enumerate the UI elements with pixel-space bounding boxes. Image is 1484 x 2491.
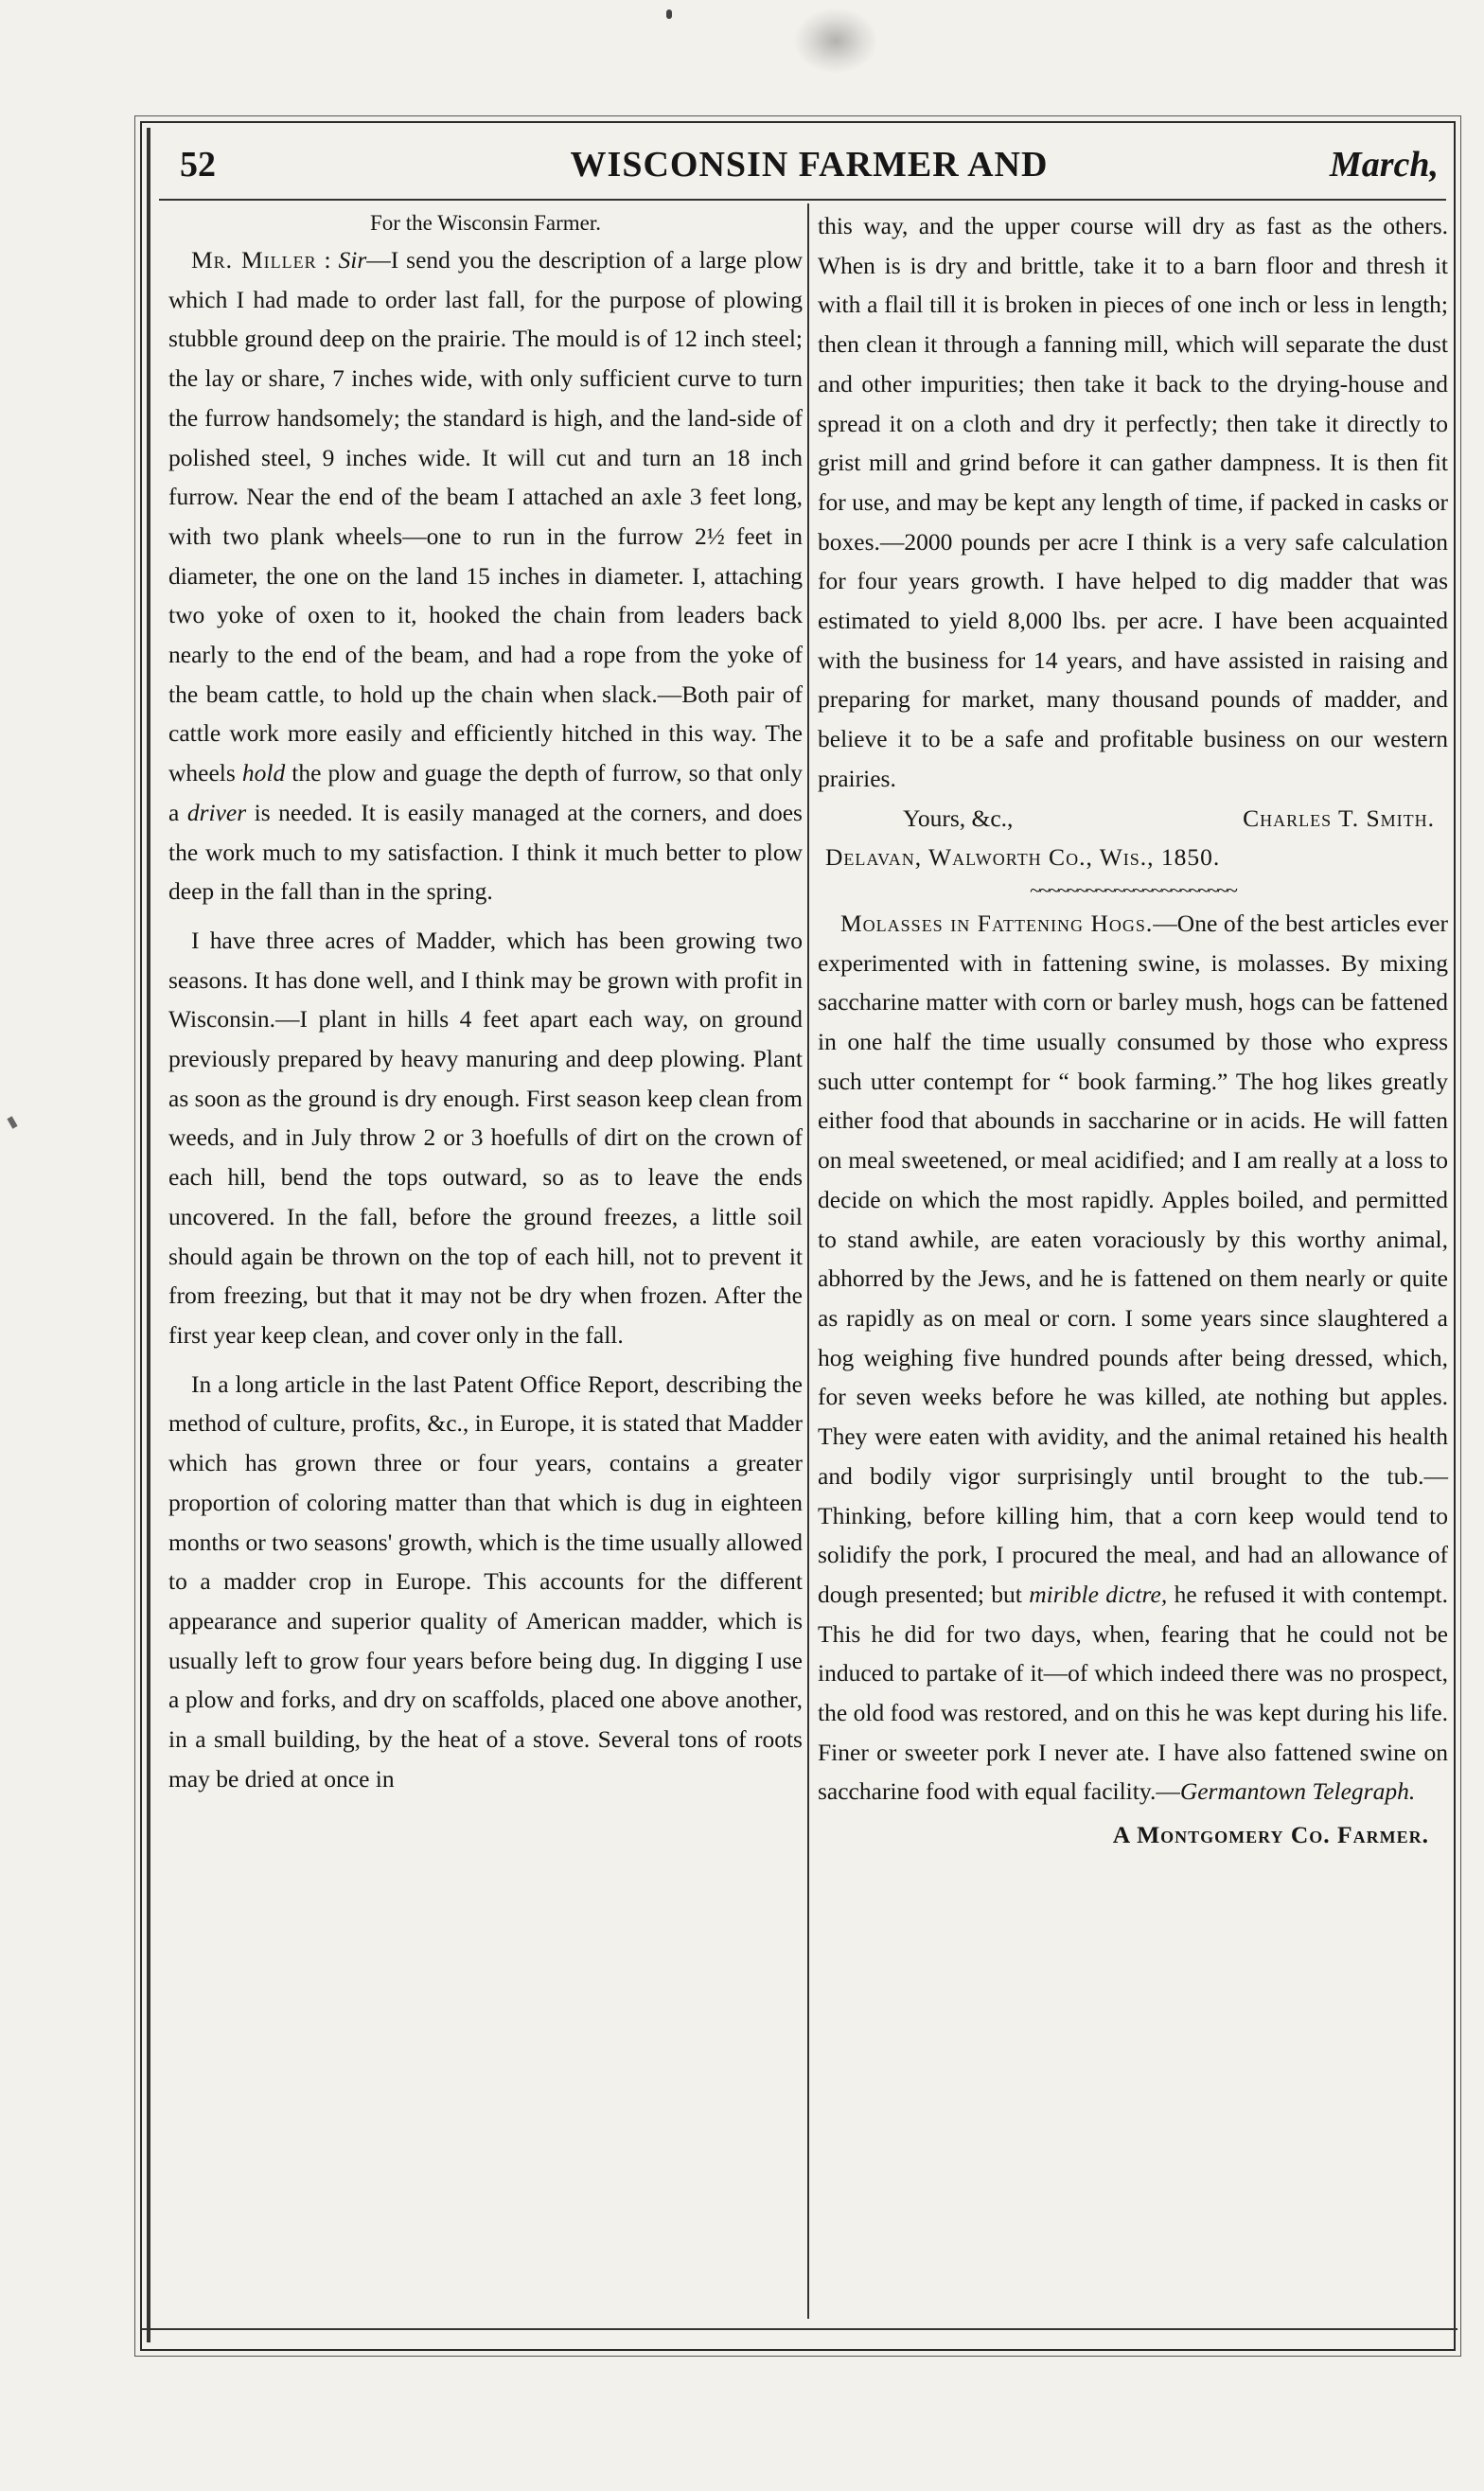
salutation-name: Mr. Miller	[191, 246, 317, 274]
ink-smudge	[793, 8, 878, 74]
salutation-sir: Sir	[338, 246, 367, 274]
molasses-text: One of the best articles ever experimented with in fattening swine, is molasses. By mixing saccharine matter with corn or barley mush, hogs can be fattened in one half the time usually consumed by those who express such utter contempt for “ book farming.” The hog likes greatly either food that abounds in saccharine or in acids. He will fatten on meal sweetened, or meal acidified; and I am really at a loss to decide on which the most rapidly. Apples boiled, and permitted to stand awhile, are eaten voraciously by this worthy animal, abhorred by the Jews, and he is fattened on them nearly or quite as rapidly as on meal or corn. I some years since slaughtered a hog weighing five hundred pounds after being dressed, which, for seven weeks before he was killed, ate nothing but apples. They were eaten with avidity, and the animal retained his health and bodily vigor surprisingly until brought to the tub.—Thinking, before killing him, that a corn keep would tend to solidify the pork, I procured the meal, and had an allowance of dough presented; but	[818, 909, 1448, 1608]
header-rule	[159, 199, 1446, 201]
signature-line	[818, 799, 1448, 839]
column-divider	[807, 203, 809, 2319]
running-title: WISCONSIN FARMER AND	[570, 145, 1049, 185]
running-month: March,	[1329, 145, 1439, 185]
plow-text-c: is needed. It is easily managed at the corners, and does the work much to my satisfaction. I think it much better to plow deep in the fall than in the spring.	[168, 798, 803, 906]
letter-paragraph-patent-report: In a long article in the last Patent Office Report, describing the method of culture, profits, &c., in Europe, it is stated that Madder which has grown three or four years, contains a greater proportion of coloring matter than that which is dug in eighteen months or two seasons' growth, which is the time usually allowed to a madder crop in Europe. This accounts for the different appearance and superior quality of American madder, which is usually left to grow four years before being dug. In digging I use a plow and forks, and dry on scaffolds, placed one above another, in a small building, by the heat of a stove. Several tons of roots may be dried at once in	[168, 1369, 803, 1793]
emphasis-driver: driver	[186, 798, 247, 826]
signature: Charles T. Smith.	[1243, 804, 1435, 832]
left-column	[168, 206, 803, 1798]
letter-paragraph-drying: this way, and the upper course will dry as fast as the others. When is is dry and brittle, take it to a barn floor and thresh it with a flail till it is broken in pieces of one inch or less in length; then clean it through a fanning mill, which will separate the dust and other impurities; then take it back to the drying-house and spread it on a cloth and dry it perfectly; then take it directly to grist mill and grind before it can gather dampness. It is then fit for use, and may be kept any length of time, if packed in casks or boxes.—2000 pounds per acre I think is a very safe calculation for four years growth. I have helped to dig madder that was estimated to yield 8,000 lbs. per acre. I have been acquainted with the business for 14 years, and have assisted in raising and preparing for market, many thousand pounds of madder, and believe it to be a safe and profitable business on our western prairies.	[818, 212, 1448, 792]
source-credit: Germantown Telegraph.	[1179, 1777, 1416, 1806]
closing: Yours, &c.,	[903, 804, 1014, 832]
page-number: 52	[180, 145, 216, 185]
plow-text: I send you the description of a large plow which I had made to order last fall, for the purpose of plowing stubble ground deep on the prairie. The mould is of 12 inch steel; the lay or share, 7 inches wide, with only sufficient curve to turn the furrow handsomely; the standard is high, and the land-side of polished steel, 9 inches wide. It will cut and turn an 18 inch furrow. Near the end of the beam I attached an axle 3 feet long, with two plank wheels—one to run in the furrow 2½ feet in diameter, the one on the land 15 inches in diameter. I, attaching two yoke of oxen to it, hooked the chain from leaders back nearly to the end of the beam, and had a rope from the yoke of the beam cattle, to hold up the chain when slack.—Both pair of cattle work more easily and efficiently hitched in this way. The wheels	[168, 246, 803, 787]
print-speck	[666, 9, 672, 19]
article-signoff: A Montgomery Co. Farmer.	[1112, 1821, 1429, 1849]
margin-mark	[7, 1116, 17, 1128]
article-paragraph-molasses: Molasses in Fattening Hogs.—One of the best articles ever experimented with in fattening swine, is molasses. By mixing saccharine matter with corn or barley mush, hogs can be fattened in one half the time usually consumed by those who express such utter contempt for “ book farming.” The hog likes greatly either food that abounds in saccharine or in acids. He will fatten on meal sweetened, or meal acidified; and I am really at a loss to decide on which the most rapidly. Apples boiled, and permitted to stand awhile, are eaten voraciously by this worthy animal, abhorred by the Jews, and he is fattened on them nearly or quite as rapidly as on meal or corn. I some years since slaughtered a hog weighing five hundred pounds after being dressed, which, for seven weeks before he was killed, ate nothing but apples. They were eaten with avidity, and the animal retained his health and bodily vigor surprisingly until brought to the tub.—Thinking, before killing him, that a corn keep would tend to solidify the pork, I procured the meal, and had an allowance of dough presented; but mirible dictre, he refused it with contempt. This he did for two days, when, fearing that he could not be induced to partake of it—of which indeed there was no prospect, the old food was restored, and on this he was kept during his life. Finer or sweeter pork I never ate. I have also fattened swine on saccharine food with equal facility.—Germantown Telegraph.	[818, 909, 1448, 1806]
plow-text-b: the plow and guage the depth of furrow, so that only a	[168, 759, 803, 826]
letter-paragraph-madder: I have three acres of Madder, which has been growing two seasons. It has done well, and I think may be grown with profit in Wisconsin.—I plant in hills 4 feet apart each way, on ground previously prepared by heavy manuring and deep plowing. Plant as soon as the ground is dry enough. First season keep clean from weeds, and in July throw 2 or 3 hoefulls of dirt on the crown of each hill, bend the tops outward, so as to leave the ends uncovered. In the fall, before the ground freezes, a little soil should again be thrown on the top of each hill, not to prevent it from freezing, but that it may not be dry when frozen. After the first year keep clean, and cover only in the fall.	[168, 926, 803, 1349]
molasses-text-b: he refused it with contempt. This he did for two days, when, fearing that he could not be induced to partake of it—of which indeed there was no prospect, the old food was restored, and on this he was kept during his life. Finer or sweeter pork I never ate. I have also fattened swine on saccharine food with equal facility.—	[818, 1580, 1448, 1806]
source-line: For the Wisconsin Farmer.	[370, 211, 601, 235]
letter-paragraph-plow: Mr. Miller : Sir—I send you the description of a large plow which I had made to order last fall, for the purpose of plowing stubble ground deep on the prairie. The mould is of 12 inch steel; the lay or share, 7 inches wide, with only sufficient curve to turn the furrow handsomely; the standard is high, and the land-side of polished steel, 9 inches wide. It will cut and turn an 18 inch furrow. Near the end of the beam I attached an axle 3 feet long, with two plank wheels—one to run in the furrow 2½ feet in diameter, the one on the land 15 inches in diameter. I, attaching two yoke of oxen to it, hooked the chain from leaders back nearly to the end of the beam, and had a rope from the yoke of the beam cattle, to hold up the chain when slack.—Both pair of cattle work more easily and efficiently hitched in this way. The wheels hold the plow and guage the depth of furrow, so that only a driver is needed. It is easily managed at the corners, and does the work much to my satisfaction. I think it much better to plow deep in the fall than in the spring.	[168, 246, 803, 906]
place-date-line: Delavan, Walworth Co., Wis., 1850.	[825, 843, 1221, 872]
left-margin-rule	[147, 128, 150, 2342]
bottom-rule	[142, 2328, 1458, 2330]
right-column	[818, 206, 1448, 1855]
latin-phrase: mirible dictre,	[1029, 1580, 1168, 1608]
article-heading: Molasses in Fattening Hogs.	[840, 909, 1154, 937]
emphasis-hold: hold	[241, 759, 286, 787]
section-ornament: ~~~~~~~~~~~~~~~~~~~~~~	[1030, 877, 1236, 902]
page-header	[180, 144, 1439, 197]
